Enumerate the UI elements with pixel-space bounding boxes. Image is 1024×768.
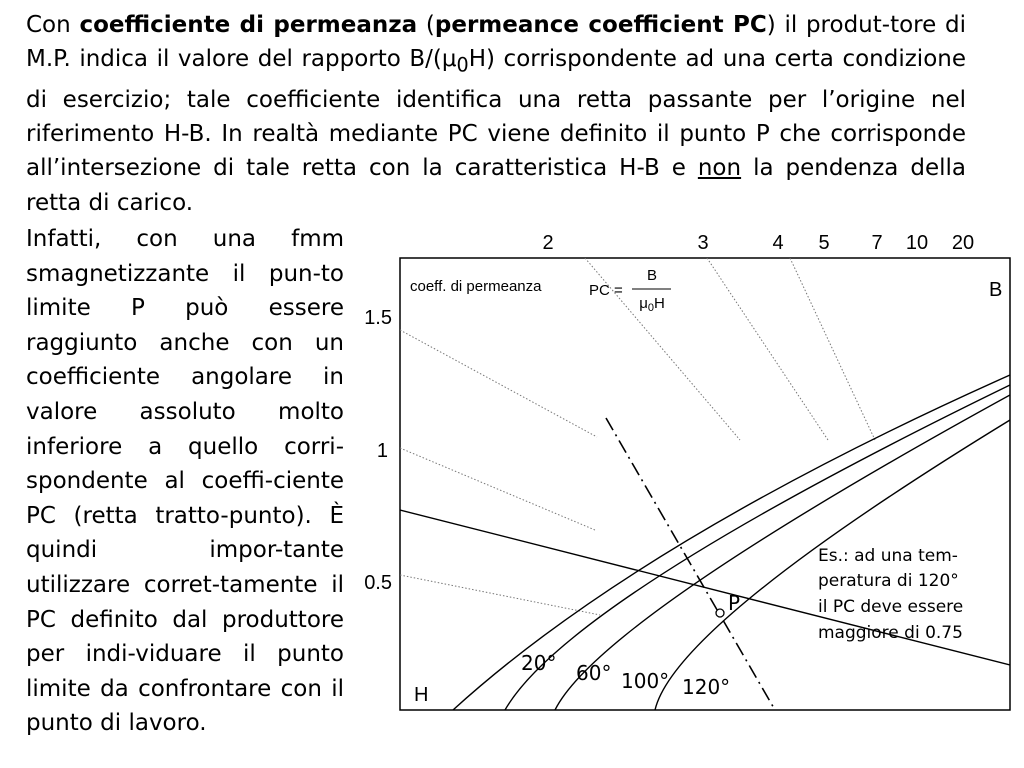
b-tick-label: 0.5 xyxy=(364,572,392,594)
temperature-labels xyxy=(521,651,730,699)
pc-line xyxy=(400,330,597,437)
pc-tick-labels xyxy=(542,232,974,254)
pc-tick-label: 2 xyxy=(542,232,554,254)
temperature-label: 60° xyxy=(576,661,612,685)
point-label: P xyxy=(728,591,741,615)
pc-tick-label: 5 xyxy=(818,232,830,254)
temperature-label: 20° xyxy=(521,651,557,675)
mu-subscript: 0 xyxy=(456,53,469,77)
temperature-label: 100° xyxy=(621,669,670,693)
pc-tick-label: 20 xyxy=(951,232,975,254)
h-axis-label: H xyxy=(414,684,429,706)
pc-line xyxy=(707,258,828,440)
pc-tick-label: 7 xyxy=(871,232,883,254)
side-paragraph: Infatti, con una fmm smagnetizzante il pun-to limite P può essere raggiunto anche con un coefficiente angolare in valore assoluto molto inferiore a quello corri-spondente al coeffi-ciente PC (retta tratto-punto). È quindi impor-tante utilizzare corret-tamente il PC definito dal produttore per indi-viduare il punto limite da confrontare con il punto di lavoro. xyxy=(26,226,344,737)
intro-text-2: ( xyxy=(417,12,435,38)
temperature-label: 120° xyxy=(682,675,731,699)
permeance-formula xyxy=(410,267,671,314)
pc-tick-label: 3 xyxy=(697,232,709,254)
intro-text-3: ) il produt-tore di M.P. indica il valore del rapporto B/(μ xyxy=(26,12,966,73)
intro-text-5: la pendenza della retta di carico. xyxy=(26,155,966,216)
formula-denominator: $\mu_0H$ xyxy=(639,295,665,314)
note-line: peratura di 120° xyxy=(818,571,959,591)
pc-tick-label: 4 xyxy=(772,232,784,254)
pc-dash-dot-line xyxy=(606,418,775,710)
limit-point-marker xyxy=(716,609,724,617)
pc-line xyxy=(790,258,875,440)
b-tick-label: 1.5 xyxy=(364,307,392,329)
b-tick-label: 1 xyxy=(376,440,388,462)
example-note xyxy=(818,546,963,643)
note-line: il PC deve essere xyxy=(818,597,964,617)
formula-lhs: PC = xyxy=(589,282,623,299)
formula-numerator: B xyxy=(646,267,658,284)
b-axis-label: B xyxy=(989,279,1003,301)
intro-text-4: H) corrispondente ad una certa condizione di esercizio; tale coefficiente identifica una retta passante per l’origine nel riferimento H-B. In realtà mediante PC viene definito il punto P che corrisponde all’intersezione di tale retta con la caratteristica H-B e xyxy=(26,46,966,182)
note-line: maggiore di 0.75 xyxy=(818,623,963,643)
note-line: Es.: ad una tem- xyxy=(818,546,958,566)
underlined-non: non xyxy=(697,155,742,182)
permeance-lines xyxy=(400,258,875,615)
pc-tick-label: 10 xyxy=(905,232,929,254)
term-permeance-en: permeance coefficient PC xyxy=(434,12,767,38)
term-permeance-it: coefficiente di permeanza xyxy=(79,12,418,38)
formula-caption: coeff. di permeanza xyxy=(410,278,542,295)
b-axis-tick-labels xyxy=(364,307,392,594)
pc-line xyxy=(400,575,600,615)
intro-text-1: Con xyxy=(26,12,80,38)
